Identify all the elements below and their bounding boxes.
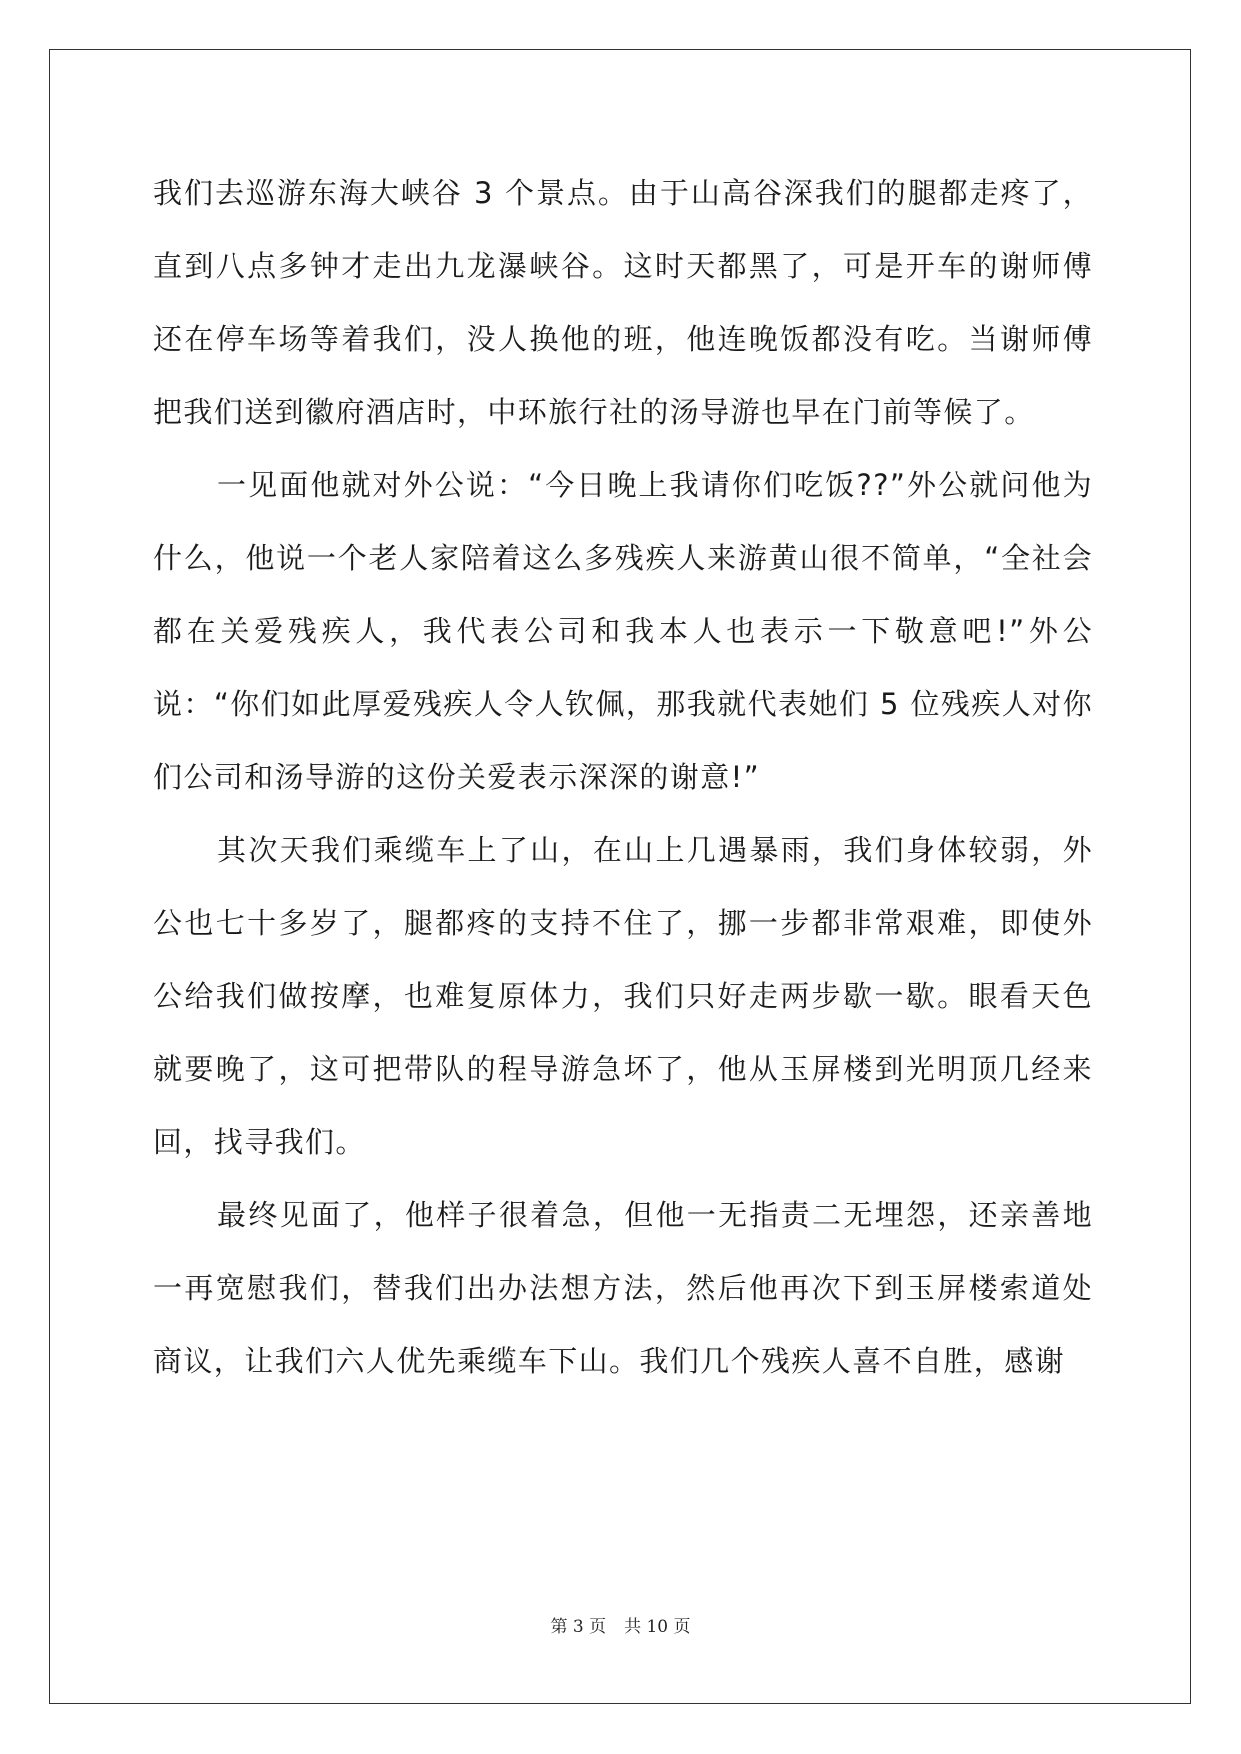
page-number: 第 3 页	[550, 1617, 607, 1637]
paragraph-1: 我们去巡游东海大峡谷 3 个景点。由于山高谷深我们的腿都走疼了，直到八点多钟才走出九龙瀑峡谷。这时天都黑了，可是开车的谢师傅还在停车场等着我们，没人换他的班，他连晚饭都没有吃。当谢师傅把我们送到徽府酒店时，中环旅行社的汤导游也早在门前等候了。	[153, 176, 1093, 429]
paragraph-2: 一见面他就对外公说：“今日晚上我请你们吃饭??”外公就问他为什么，他说一个老人家陪着这么多残疾人来游黄山很不简单，“全社会都在关爱残疾人，我代表公司和我本人也表示一下敬意吧!”外公说：“你们如此厚爱残疾人令人钦佩，那我就代表她们 5 位残疾人对你们公司和汤导游的这份关爱表示深深的谢意!”	[153, 468, 1093, 794]
paragraph-4: 最终见面了，他样子很着急，但他一无指责二无埋怨，还亲善地一再宽慰我们，替我们出办法想方法，然后他再次下到玉屏楼索道处商议，让我们六人优先乘缆车下山。我们几个残疾人喜不自胜，感谢	[153, 1198, 1093, 1378]
document-body	[153, 157, 1093, 1398]
page-footer	[0, 1612, 1241, 1637]
paragraph-3: 其次天我们乘缆车上了山，在山上几遇暴雨，我们身体较弱，外公也七十多岁了，腿都疼的支持不住了，挪一步都非常艰难，即使外公给我们做按摩，也难复原体力，我们只好走两步歇一歇。眼看天色就要晚了，这可把带队的程导游急坏了，他从玉屏楼到光明顶几经来回，找寻我们。	[153, 833, 1093, 1159]
page-total: 共 10 页	[624, 1617, 691, 1637]
